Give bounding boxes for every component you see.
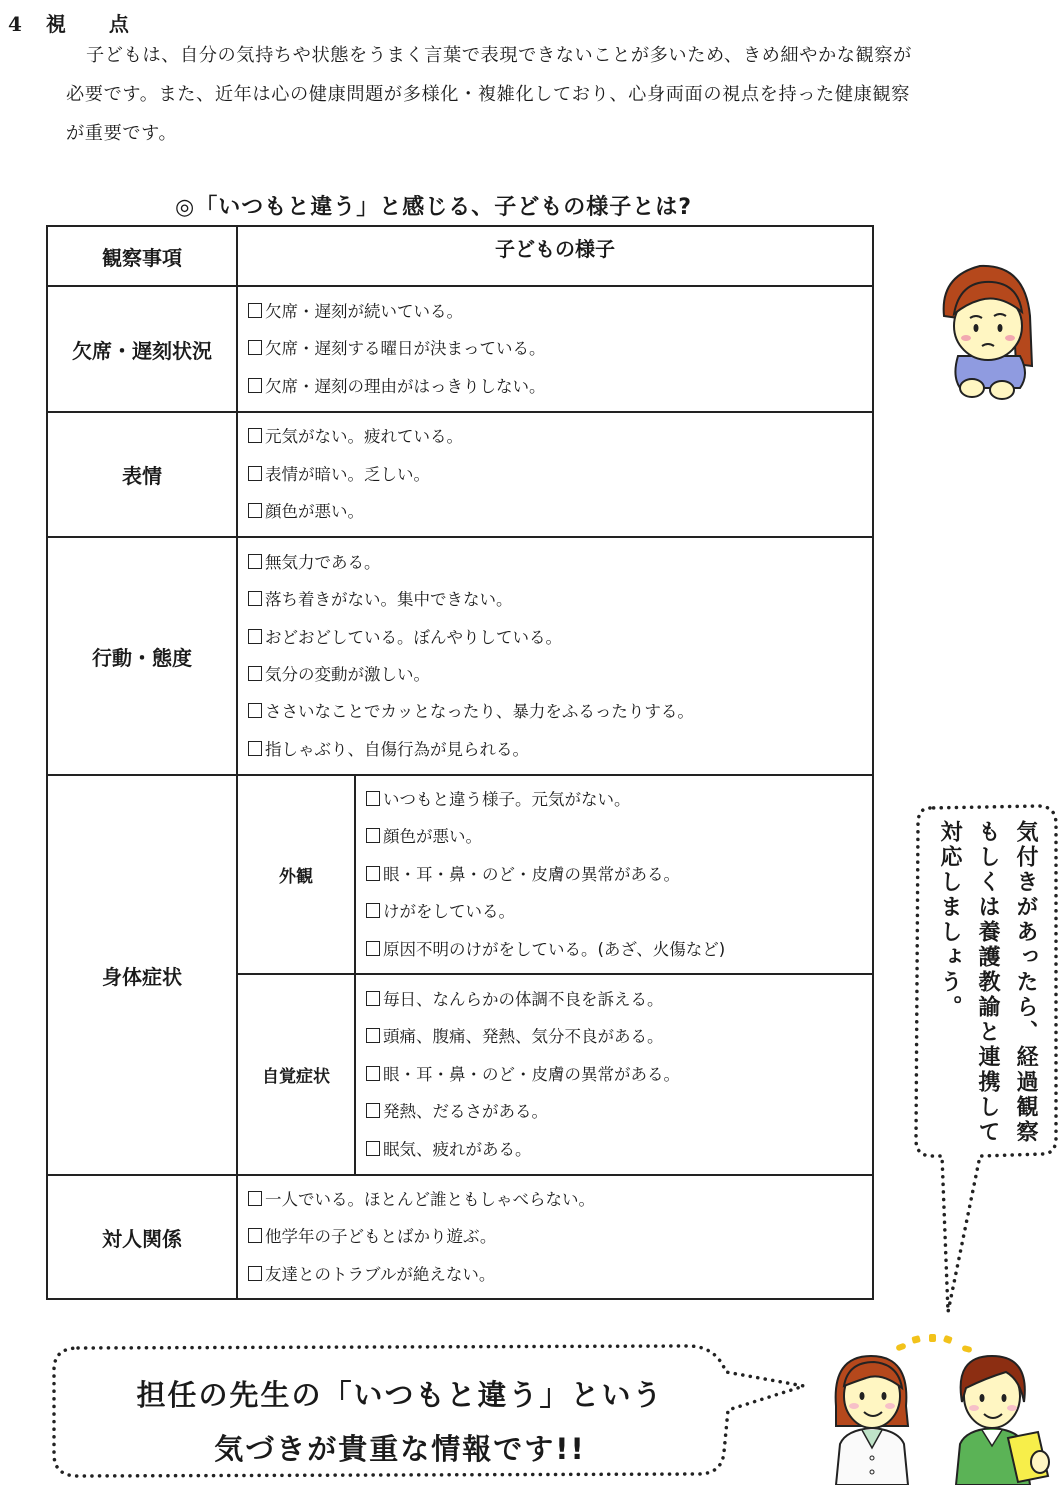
checkbox-icon[interactable] [248,428,262,443]
category-cell: 欠席・遅刻状況 [47,286,237,412]
teachers-illustration [826,1326,1058,1485]
homeroom-teacher-figure [956,1356,1049,1485]
table-row [47,1175,873,1299]
table-row [47,412,873,537]
checklist-item[interactable]: けがをしている。 [366,893,872,930]
checkbox-icon[interactable] [248,303,262,318]
checklist-item[interactable]: 落ち着きがない。集中できない。 [248,581,872,618]
intro-line: 必要です。また、近年は心の健康問題が多様化・複雑化しており、心身両面の視点を持った健康観察 [66,84,910,105]
section-title: 視 点 [45,12,147,36]
checklist-item[interactable]: おどおどしている。ぼんやりしている。 [248,619,872,656]
observation-table [46,225,874,1300]
checkbox-icon[interactable] [248,378,262,393]
checkbox-icon[interactable] [248,1191,262,1206]
category-cell: 表情 [47,412,237,537]
checkbox-icon[interactable] [366,1141,380,1156]
checklist-item[interactable]: 表情が暗い。乏しい。 [248,456,872,493]
bottom-callout-line: 担任の先生の「いつもと違う」という [136,1378,664,1412]
checklist-item[interactable]: 眼・耳・鼻・のど・皮膚の異常がある。 [366,856,872,893]
subcategory-cell: 自覚症状 [237,974,355,1175]
intro-line: 子どもは、自分の気持ちや状態をうまく言葉で表現できないことが多いため、きめ細やかな観察が [86,45,912,66]
checklist-item[interactable]: 指しゃぶり、自傷行為が見られる。 [248,731,872,768]
checklist-item[interactable]: ささいなことでカッとなったり、暴力をふるったりする。 [248,693,872,730]
checklist-item[interactable]: 他学年の子どもとばかり遊ぶ。 [248,1218,872,1255]
checkbox-icon[interactable] [248,741,262,756]
vertical-callout-text: 気付きがあったら、経過観察もしくは養護教諭と連携して対応しましょう。 [937,820,1038,1145]
items-cell [355,974,873,1175]
table-header-row [47,226,873,286]
items-cell [237,537,873,775]
checkbox-icon[interactable] [248,340,262,355]
checkbox-icon[interactable] [366,828,380,843]
checkbox-icon[interactable] [366,941,380,956]
checkbox-icon[interactable] [248,629,262,644]
checklist-item[interactable]: 欠席・遅刻する曜日が決まっている。 [248,330,872,367]
checklist-item[interactable]: 頭痛、腹痛、発熱、気分不良がある。 [366,1018,872,1055]
checklist-item[interactable]: 元気がない。疲れている。 [248,418,872,455]
subcategory-cell: 外観 [237,775,355,974]
checklist-item[interactable]: 気分の変動が激しい。 [248,656,872,693]
checklist-item[interactable]: 眠気、疲れがある。 [366,1131,872,1168]
checklist-item[interactable]: 顔色が悪い。 [248,493,872,530]
checkbox-icon[interactable] [366,991,380,1006]
school-nurse-figure [836,1356,908,1485]
checklist-item[interactable]: 一人でいる。ほとんど誰ともしゃべらない。 [248,1181,872,1218]
table-row [47,775,873,974]
intro-paragraph [66,36,1056,153]
checklist-item[interactable]: 顔色が悪い。 [366,818,872,855]
intro-line: が重要です。 [66,123,178,144]
checklist-item[interactable]: 発熱、だるさがある。 [366,1093,872,1130]
checklist-item[interactable]: 友達とのトラブルが絶えない。 [248,1256,872,1293]
section-heading [8,8,147,37]
checkbox-icon[interactable] [248,503,262,518]
checklist-item[interactable]: 欠席・遅刻の理由がはっきりしない。 [248,368,872,405]
checkbox-icon[interactable] [366,791,380,806]
checkbox-icon[interactable] [366,866,380,881]
checkbox-icon[interactable] [248,554,262,569]
items-cell [237,412,873,537]
worried-child-illustration [930,256,1042,404]
checklist-item[interactable]: いつもと違う様子。元気がない。 [366,781,872,818]
bottom-callout-text [60,1368,740,1476]
bottom-callout-line: 気づきが貴重な情報です!! [214,1432,586,1466]
checkbox-icon[interactable] [248,1266,262,1281]
checkbox-icon[interactable] [366,1103,380,1118]
section-number: 4 [8,12,24,36]
checklist-item[interactable]: 眼・耳・鼻・のど・皮膚の異常がある。 [366,1056,872,1093]
table-row [47,537,873,775]
category-cell: 行動・態度 [47,537,237,775]
table-row [47,286,873,412]
checkbox-icon[interactable] [366,1028,380,1043]
header-signs: 子どもの様子 [237,226,873,286]
items-cell [237,286,873,412]
checkbox-icon[interactable] [366,1066,380,1081]
checkbox-icon[interactable] [248,1228,262,1243]
header-category: 観察事項 [47,226,237,286]
category-cell: 身体症状 [47,775,237,1175]
checkbox-icon[interactable] [248,466,262,481]
checkbox-icon[interactable] [366,903,380,918]
items-cell [355,775,873,974]
checkbox-icon[interactable] [248,666,262,681]
category-cell: 対人関係 [47,1175,237,1299]
checkbox-icon[interactable] [248,703,262,718]
items-cell [237,1175,873,1299]
table-title: ◎「いつもと違う」と感じる、子どもの様子とは? [175,195,692,220]
checklist-item[interactable]: 無気力である。 [248,544,872,581]
checkbox-icon[interactable] [248,591,262,606]
checklist-item[interactable]: 欠席・遅刻が続いている。 [248,293,872,330]
checklist-item[interactable]: 原因不明のけがをしている。(あざ、火傷など) [366,931,872,968]
checklist-item[interactable]: 毎日、なんらかの体調不良を訴える。 [366,981,872,1018]
